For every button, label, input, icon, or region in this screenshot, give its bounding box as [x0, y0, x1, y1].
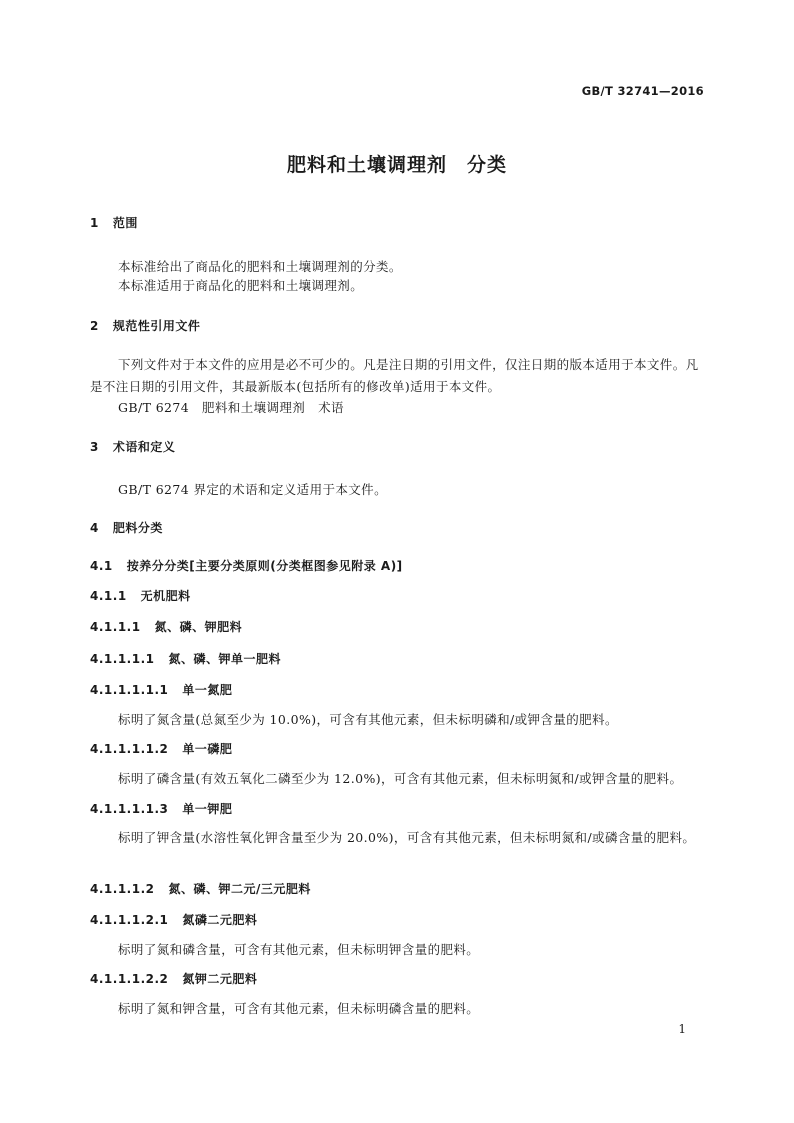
- subsection-heading: [90, 557, 403, 574]
- section-number: 4.1.1: [90, 589, 127, 603]
- subsection-heading: [90, 681, 232, 698]
- section-heading-1: [90, 214, 138, 231]
- section-number: 4.1.1.1.2.2: [90, 972, 169, 986]
- section-title: 单一磷肥: [182, 742, 233, 756]
- section-title: 肥料分类: [112, 521, 163, 535]
- section-title: 范围: [112, 216, 138, 230]
- paragraph: 标明了氮含量(总氮至少为 10.0%)，可含有其他元素，但未标明磷和/或钾含量的肥料。: [118, 712, 618, 727]
- reference-item: GB/T 6274 肥料和土壤调理剂 术语: [118, 400, 344, 415]
- section-title: 氮、磷、钾肥料: [154, 620, 243, 634]
- section-title: 氮、磷、钾二元/三元肥料: [168, 882, 311, 896]
- section-number: 4.1.1.1.1.3: [90, 802, 169, 816]
- document-title: 肥料和土壤调理剂 分类: [286, 154, 507, 176]
- subsection-heading: [90, 618, 242, 635]
- subsection-heading: [90, 970, 257, 987]
- section-heading-3: [90, 438, 175, 455]
- section-number: 4.1: [90, 559, 113, 573]
- paragraph: 下列文件对于本文件的应用是必不可少的。凡是注日期的引用文件，仅注日期的版本适用于本文件。凡是不注日期的引用文件，其最新版本(包括所有的修改单)适用于本文件。: [90, 357, 699, 394]
- section-number: 4.1.1.1.2: [90, 882, 155, 896]
- section-title: 按养分分类[主要分类原则(分类框图参见附录 A)]: [126, 559, 403, 573]
- section-title: 氮钾二元肥料: [182, 972, 258, 986]
- paragraph: 标明了氮和磷含量，可含有其他元素，但未标明钾含量的肥料。: [118, 942, 480, 957]
- paragraph: 标明了磷含量(有效五氧化二磷至少为 12.0%)，可含有其他元素，但未标明氮和/或钾含量的肥料。: [118, 771, 683, 786]
- section-title: 单一氮肥: [182, 683, 233, 697]
- section-number: 4.1.1.1.2.1: [90, 913, 169, 927]
- section-title: 单一钾肥: [182, 802, 233, 816]
- section-title: 规范性引用文件: [112, 319, 201, 333]
- page-number: 1: [678, 1022, 686, 1036]
- paragraph: 本标准给出了商品化的肥料和土壤调理剂的分类。: [118, 259, 402, 274]
- section-number: 3: [90, 440, 99, 454]
- paragraph: 标明了钾含量(水溶性氧化钾含量至少为 20.0%)，可含有其他元素，但未标明氮和/或磷含量的肥料。: [118, 830, 696, 845]
- section-heading-2: [90, 317, 200, 334]
- section-number: 1: [90, 216, 99, 230]
- section-number: 4: [90, 521, 99, 535]
- paragraph: 标明了氮和钾含量，可含有其他元素，但未标明磷含量的肥料。: [118, 1001, 480, 1016]
- subsection-heading: [90, 740, 232, 757]
- subsection-heading: [90, 880, 311, 897]
- subsection-heading: [90, 911, 257, 928]
- subsection-heading: [90, 800, 232, 817]
- subsection-heading: [90, 587, 191, 604]
- section-number: 4.1.1.1.1.1: [90, 683, 169, 697]
- paragraph: 本标准适用于商品化的肥料和土壤调理剂。: [118, 278, 364, 293]
- standard-number: GB/T 32741—2016: [581, 84, 704, 98]
- paragraph: GB/T 6274 界定的术语和定义适用于本文件。: [118, 482, 387, 497]
- subsection-heading: [90, 650, 281, 667]
- section-number: 4.1.1.1.1: [90, 652, 155, 666]
- section-title: 氮磷二元肥料: [182, 913, 258, 927]
- section-number: 2: [90, 319, 99, 333]
- section-title: 无机肥料: [140, 589, 191, 603]
- section-heading-4: [90, 519, 163, 536]
- section-title: 术语和定义: [112, 440, 176, 454]
- section-number: 4.1.1.1.1.2: [90, 742, 169, 756]
- section-number: 4.1.1.1: [90, 620, 141, 634]
- section-title: 氮、磷、钾单一肥料: [168, 652, 281, 666]
